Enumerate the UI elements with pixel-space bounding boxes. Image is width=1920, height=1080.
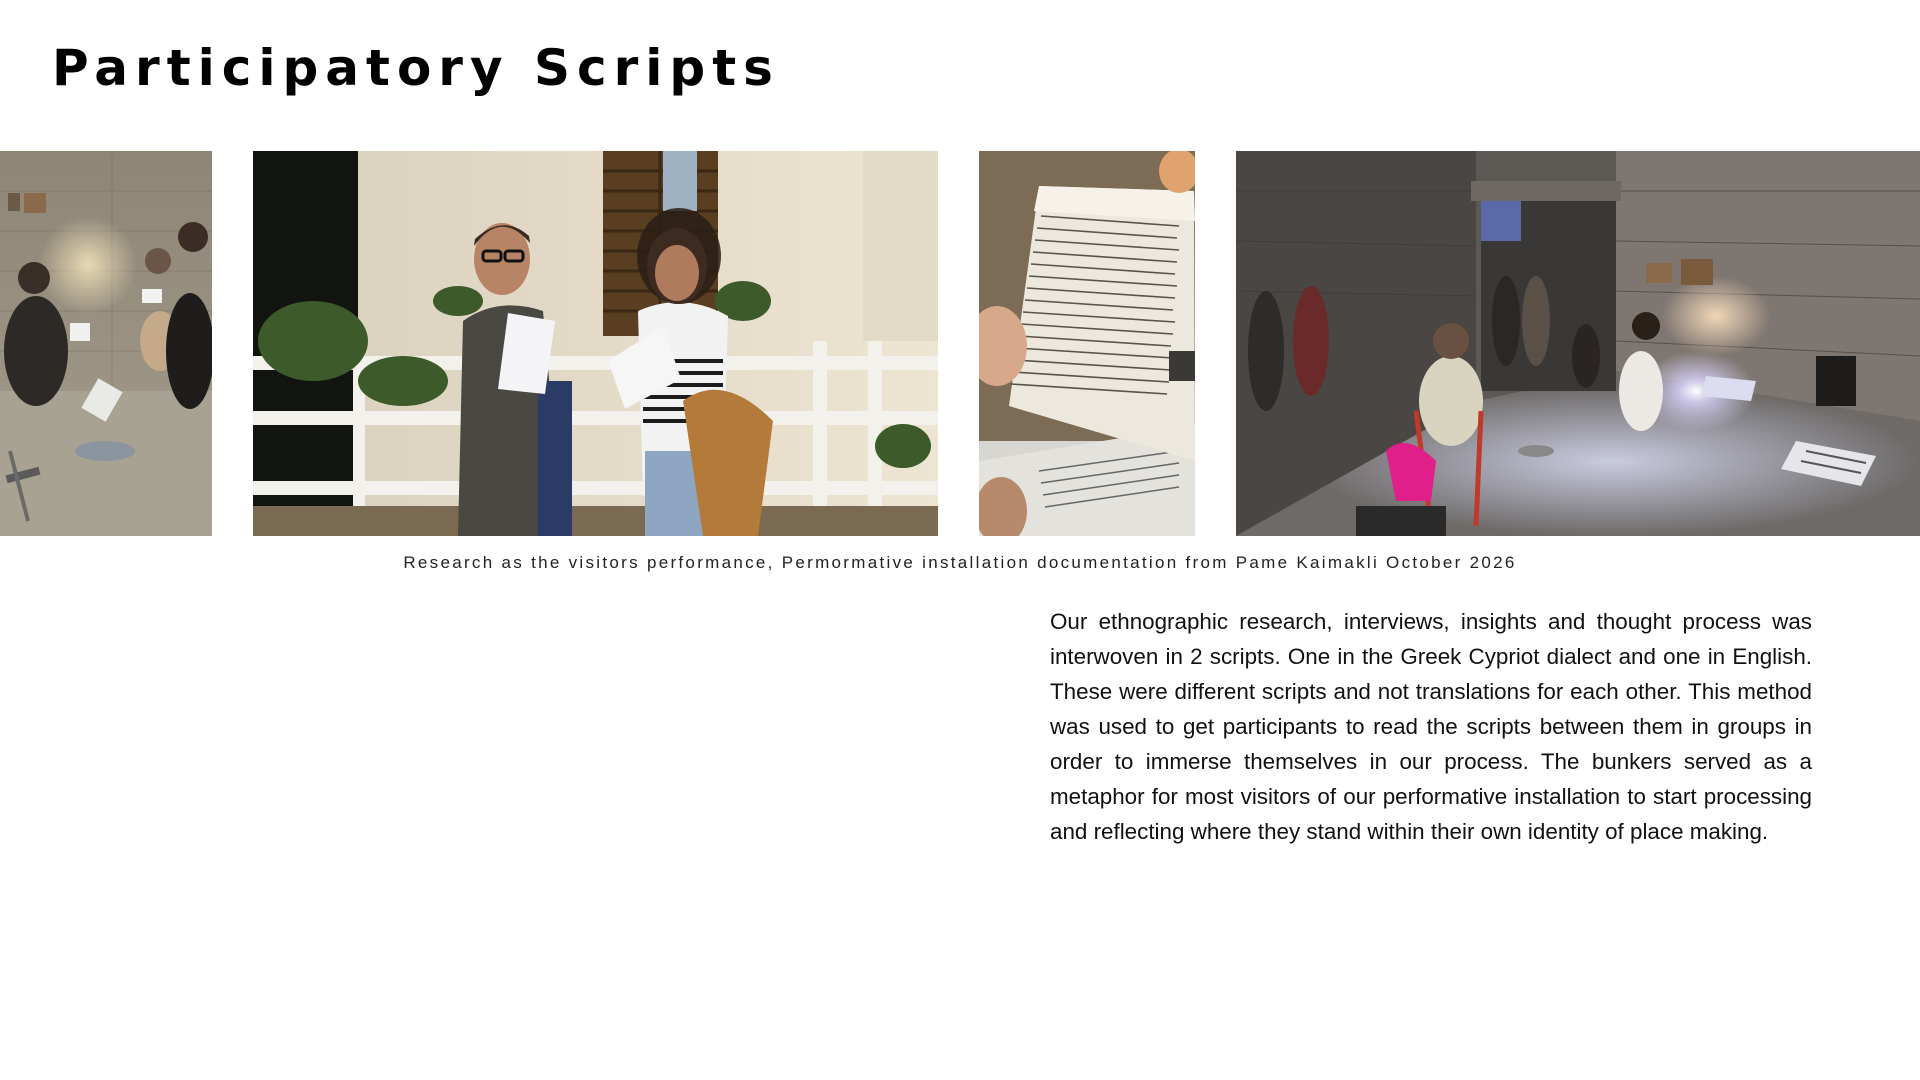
hand-holding-script-photo xyxy=(979,151,1195,536)
couple-reading-script-photo xyxy=(253,151,938,536)
group-seated-reading-photo xyxy=(0,151,212,536)
bunker-installation-photo xyxy=(1236,151,1920,536)
page-title: Participatory Scripts xyxy=(52,39,780,97)
body-paragraph: Our ethnographic research, interviews, insights and thought process was interwoven in 2 scripts. One in the Greek Cypriot dialect and one in English. These were different scripts and not translations for each other. This method was used to get participants to read the scripts between them in groups in order to immerse themselves in our process. The bunkers served as a metaphor for most visitors of our performative installation to start processing and reflecting where they stand within their own identity of place making. xyxy=(1050,609,1812,844)
photo-caption: Research as the visitors performance, Permormative installation documentation from Pame Kaimakli October 2026 xyxy=(403,553,1517,572)
